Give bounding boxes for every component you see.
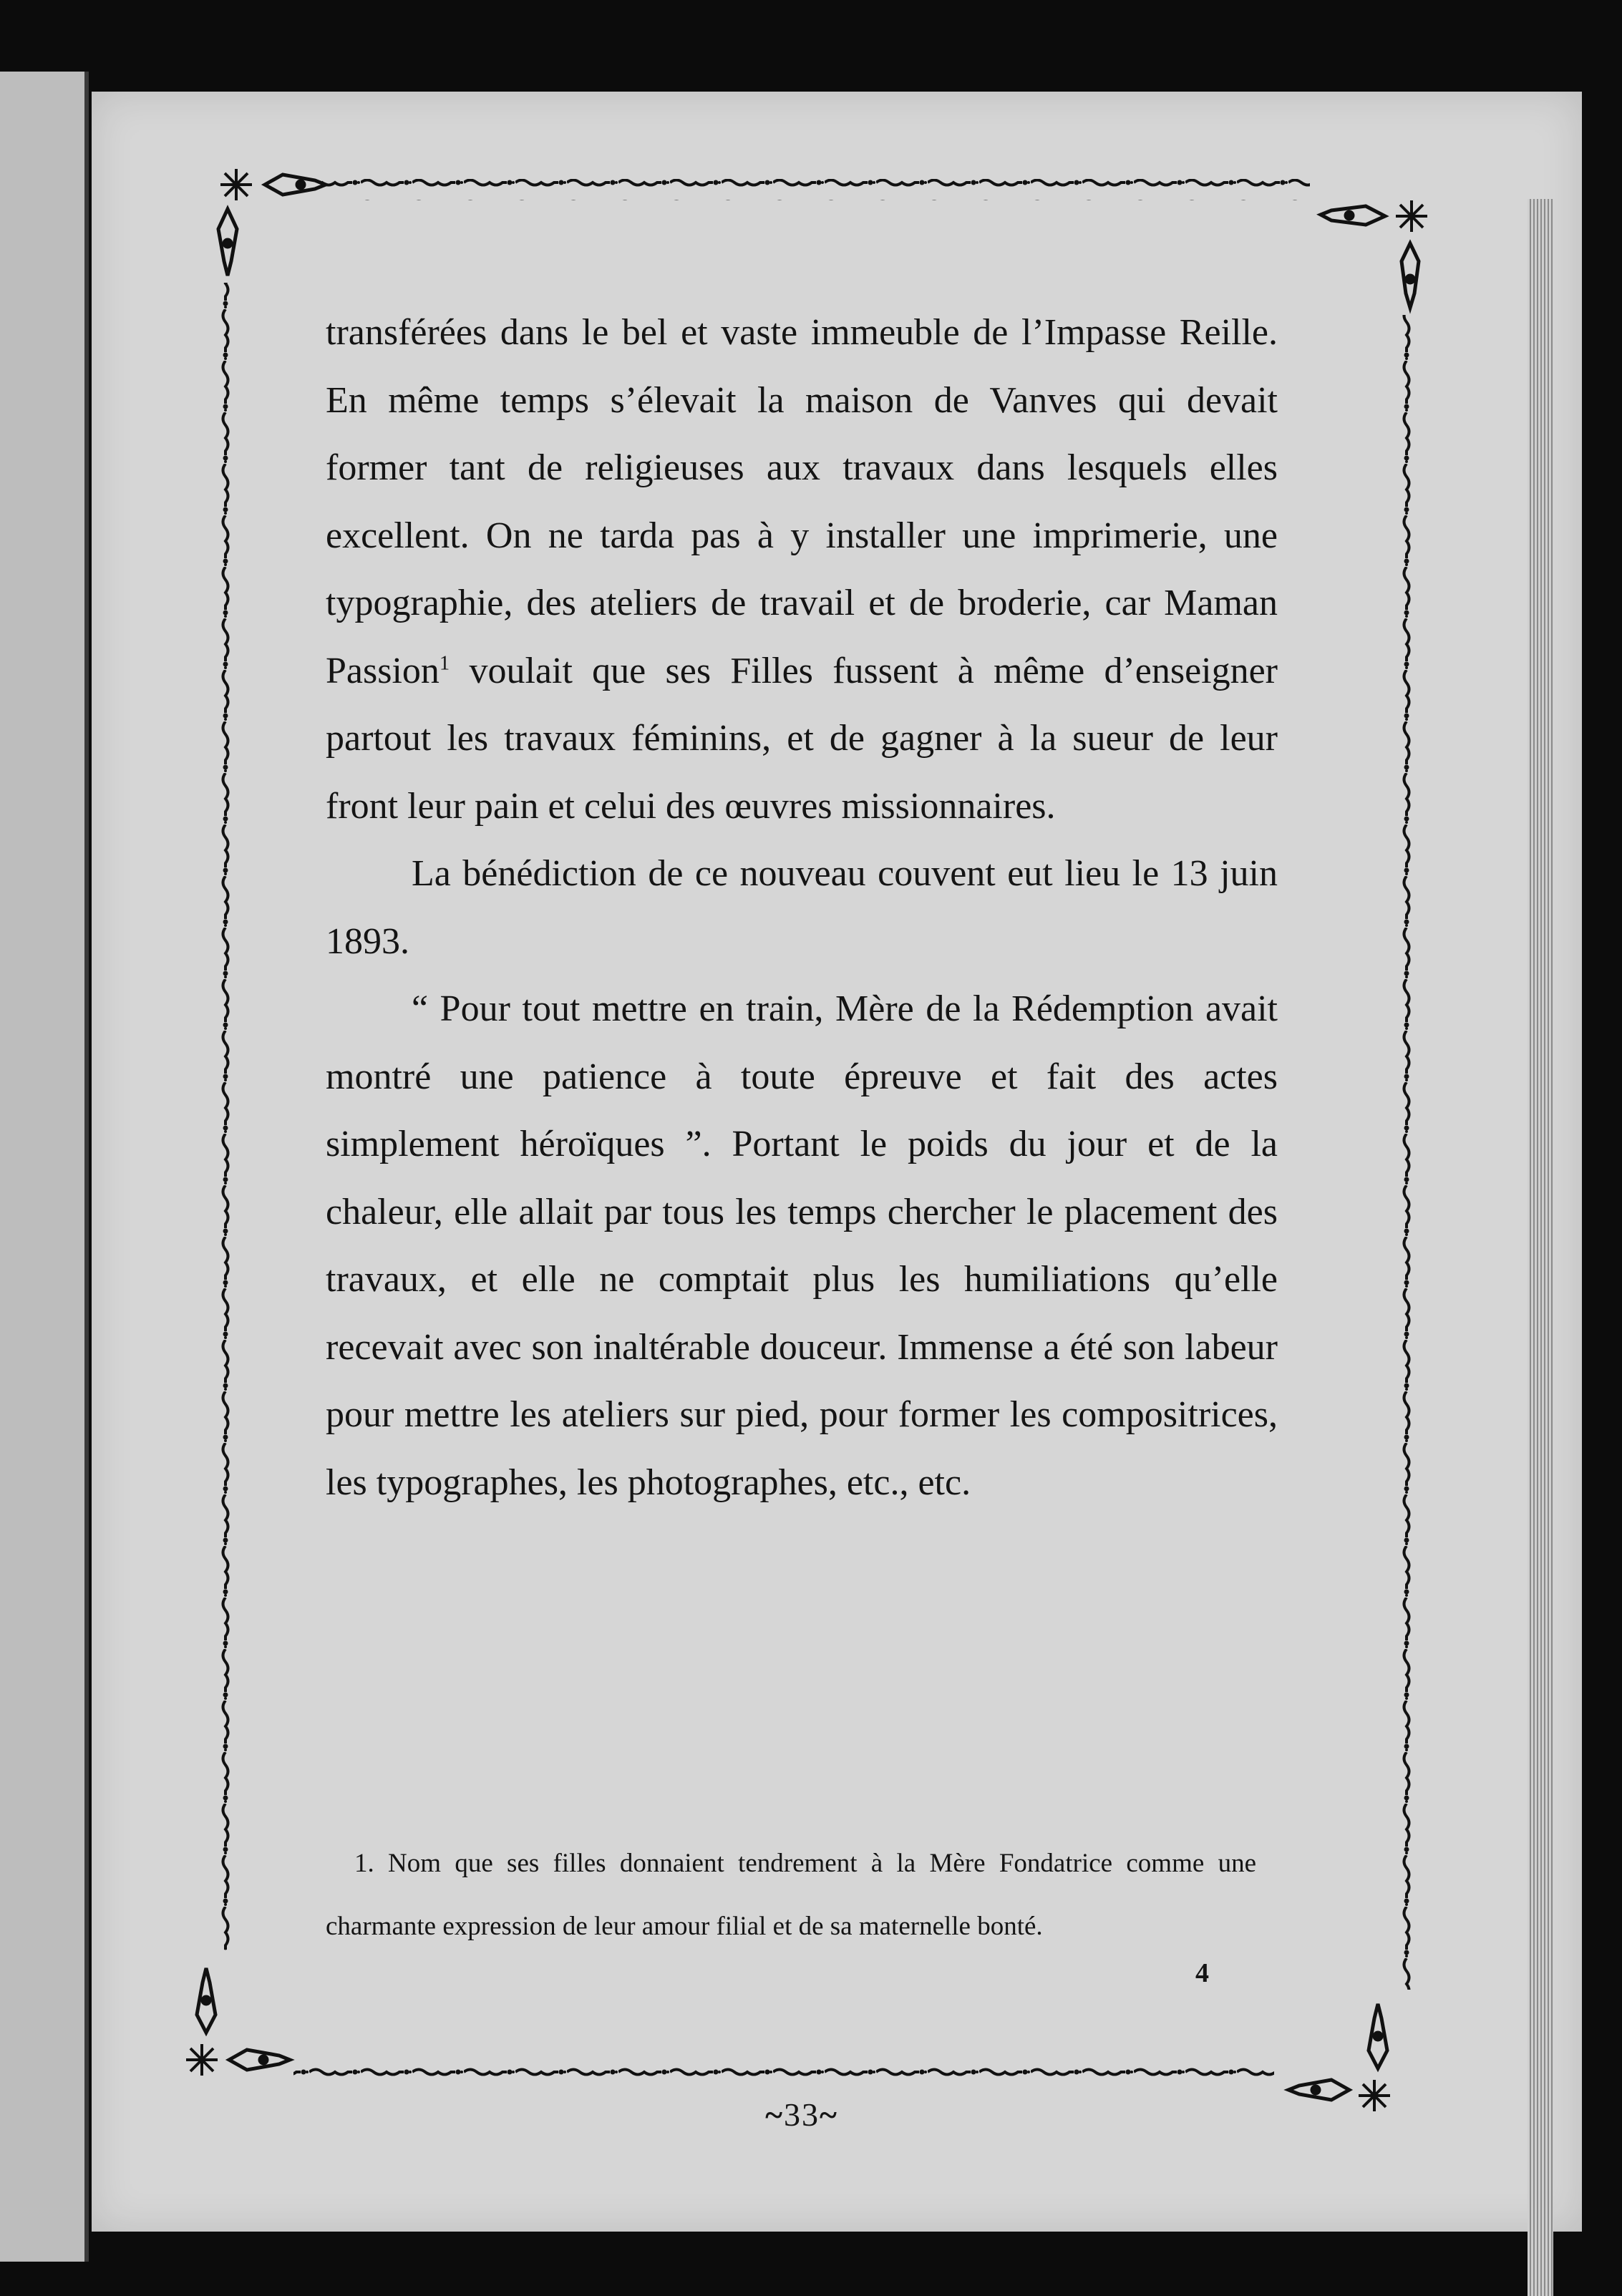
page-edges xyxy=(1528,199,1553,2296)
footnote-text: 1. Nom que ses filles donnaient tendrement à la Mère Fondatrice comme une charmante expression de leur amour filial et de sa maternelle bonté. xyxy=(326,1849,1256,1941)
page-number-value: 33 xyxy=(784,2096,820,2133)
paragraph-1 xyxy=(326,299,1278,840)
folio-ornament-right: ~ xyxy=(820,2096,838,2133)
page-number xyxy=(716,2096,888,2134)
folio-ornament-left: ~ xyxy=(765,2096,784,2133)
signature-mark: 4 xyxy=(1195,1958,1209,1988)
facing-page-edge xyxy=(0,72,89,2262)
paragraph-3: “ Pour tout mettre en train, Mère de la Rédemption avait montré une patience à toute épreuve et fait des actes simplement héroïques ”. Portant le poids du jour et de la chaleur, elle allait par tous les temps chercher le placement des travaux, et elle ne comptait plus les humiliations qu’elle recevait avec son inaltérable douceur. Immense a été son labeur pour mettre les ateliers sur pied, pour former les compositrices, les typographes, les photographes, etc., etc. xyxy=(326,988,1278,1503)
body-text xyxy=(326,299,1278,1517)
footnote xyxy=(326,1832,1256,1958)
paragraph-2: La bénédiction de ce nouveau couvent eut lieu le 13 juin 1893. xyxy=(326,853,1278,962)
footnote-mark: 1 xyxy=(439,652,450,675)
paragraph-1-text: transférées dans le bel et vaste immeuble de l’Impasse Reille. En même temps s’élevait la maison de Vanves qui devait former tant de religieuses aux travaux dans lesquels elles excellent. On ne tarda pas à y installer une imprimerie, une typographie, des ateliers de travail et de broderie, car Maman Passion xyxy=(326,312,1278,691)
paragraph-1-text-continued: voulait que ses Filles fussent à même d’enseigner partout les travaux féminins, et de gagner à la sueur de leur front leur pain et celui des œuvres missionnaires. xyxy=(326,650,1278,827)
